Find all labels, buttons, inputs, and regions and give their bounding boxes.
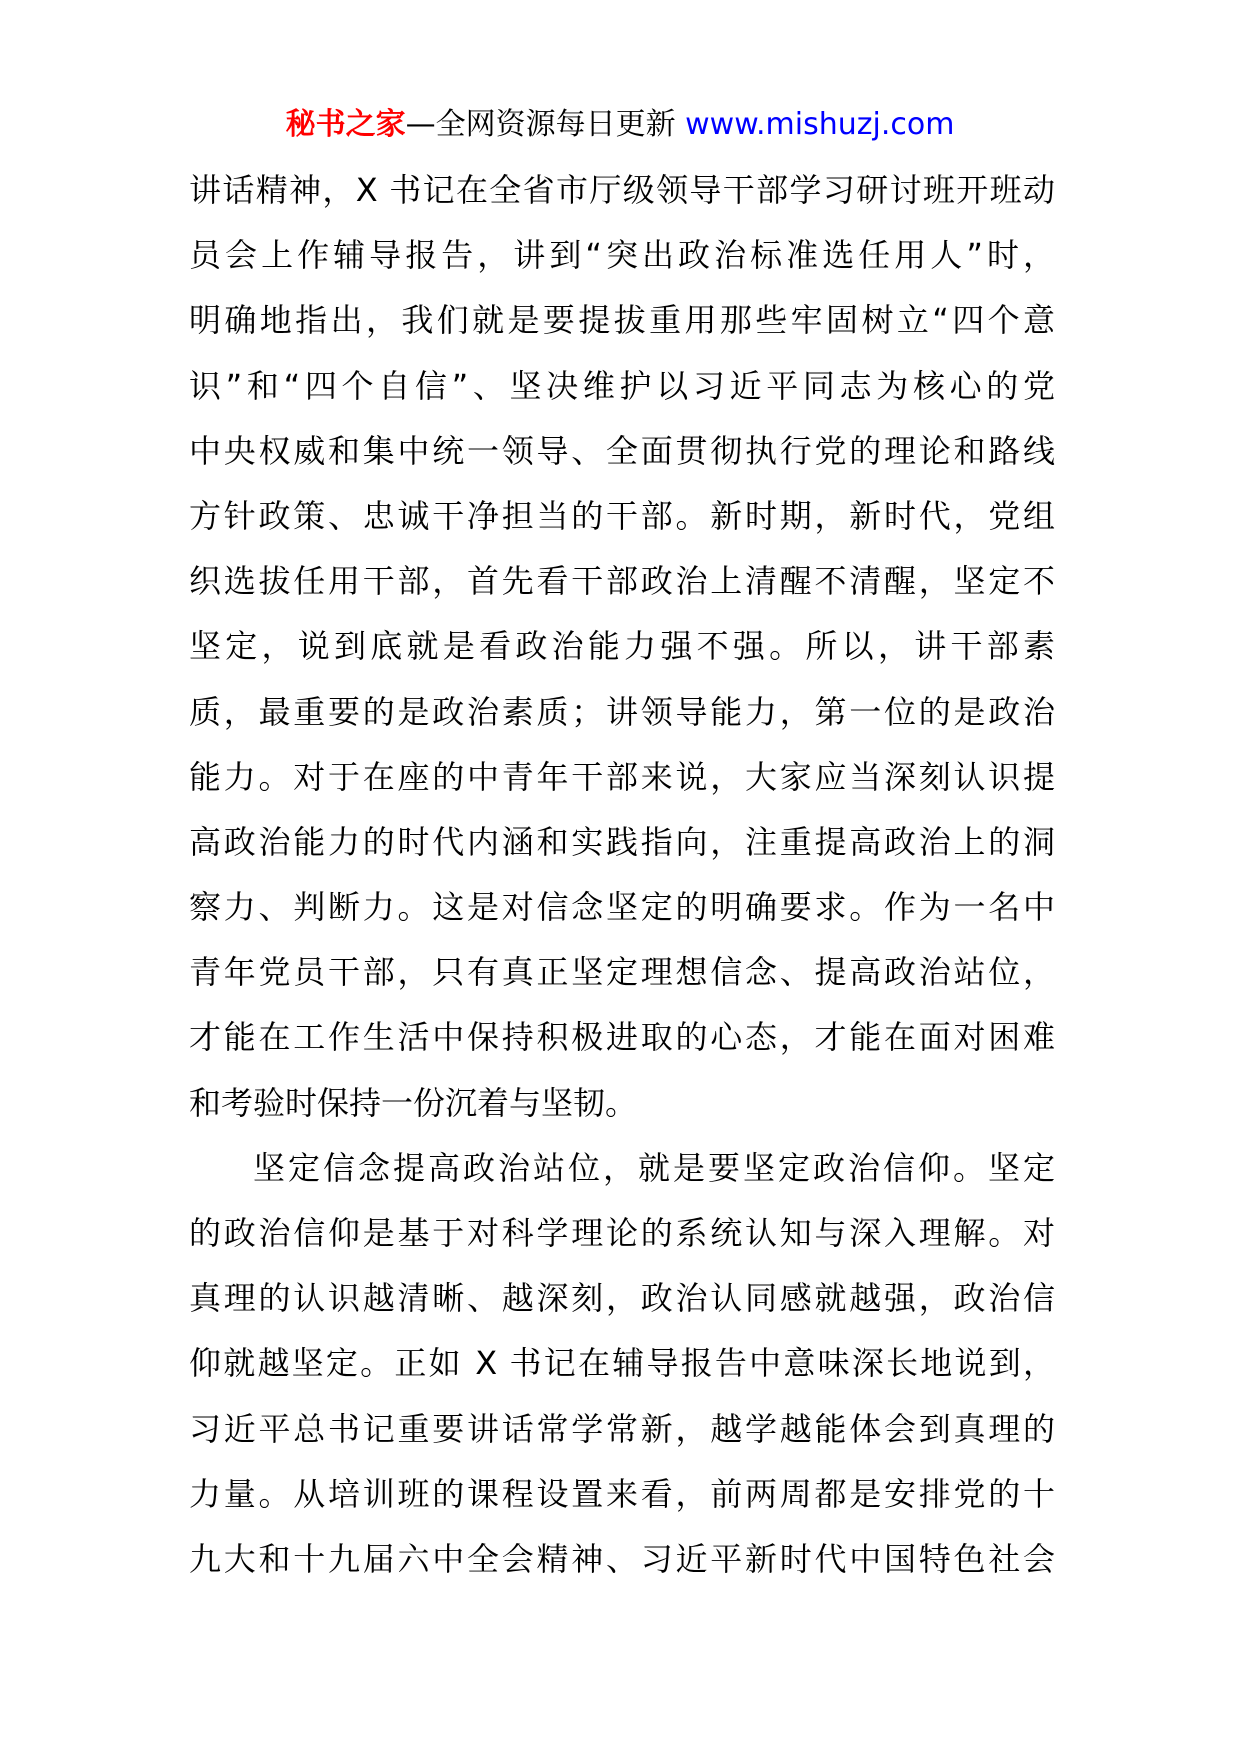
text-line: 识”和“四个自信”、坚决维护以习近平同志为核心的党 — [189, 366, 1055, 405]
brand-name: 秘书之家 — [285, 107, 406, 142]
text-line: 织选拔任用干部，首先看干部政治上清醒不清醒，坚定不 — [189, 562, 1055, 601]
text-line: 讲话精神，X 书记在全省市厅级领导干部学习研讨班开班动 — [189, 171, 1055, 209]
site-url-link[interactable]: www.mishuzj.com — [685, 107, 955, 142]
text-line: 员会上作辅导报告，讲到“突出政治标准选任用人”时， — [189, 236, 1055, 275]
text-line: 察力、判断力。这是对信念坚定的明确要求。作为一名中 — [189, 888, 1055, 927]
document-body — [189, 158, 1055, 1592]
text-line: 才能在工作生活中保持积极进取的心态，才能在面对困难 — [189, 1018, 1055, 1057]
text-line: 坚定，说到底就是看政治能力强不强。所以，讲干部素 — [189, 627, 1055, 666]
text-line: 仰就越坚定。正如 X 书记在辅导报告中意味深长地说到， — [189, 1344, 1055, 1383]
text-line: 高政治能力的时代内涵和实践指向，注重提高政治上的洞 — [189, 822, 1055, 861]
header-slogan: —全网资源每日更新 — [405, 107, 676, 142]
text-line: 的政治信仰是基于对科学理论的系统认知与深入理解。对 — [189, 1214, 1055, 1252]
text-line: 真理的认识越清晰、越深刻，政治认同感就越强，政治信 — [189, 1279, 1055, 1318]
text-line: 方针政策、忠诚干净担当的干部。新时期，新时代，党组 — [189, 496, 1055, 535]
text-line: 九大和十九届六中全会精神、习近平新时代中国特色社会 — [189, 1539, 1055, 1578]
text-line: 中央权威和集中统一领导、全面贯彻执行党的理论和路线 — [189, 431, 1055, 470]
page-header — [0, 100, 1240, 150]
text-line: 明确地指出，我们就是要提拔重用那些牢固树立“四个意 — [189, 301, 1055, 340]
text-line: 力量。从培训班的课程设置来看，前两周都是安排党的十 — [189, 1474, 1055, 1513]
text-line: 青年党员干部，只有真正坚定理想信念、提高政治站位， — [189, 953, 1055, 992]
paragraph-start-line: 坚定信念提高政治站位，就是要坚定政治信仰。坚定 — [253, 1148, 1055, 1187]
text-line: 质，最重要的是政治素质；讲领导能力，第一位的是政治 — [189, 692, 1055, 731]
paragraph-end-line: 和考验时保持一份沉着与坚韧。 — [189, 1083, 638, 1122]
text-line: 习近平总书记重要讲话常学常新，越学越能体会到真理的 — [189, 1409, 1055, 1448]
text-line: 能力。对于在座的中青年干部来说，大家应当深刻认识提 — [189, 757, 1055, 796]
